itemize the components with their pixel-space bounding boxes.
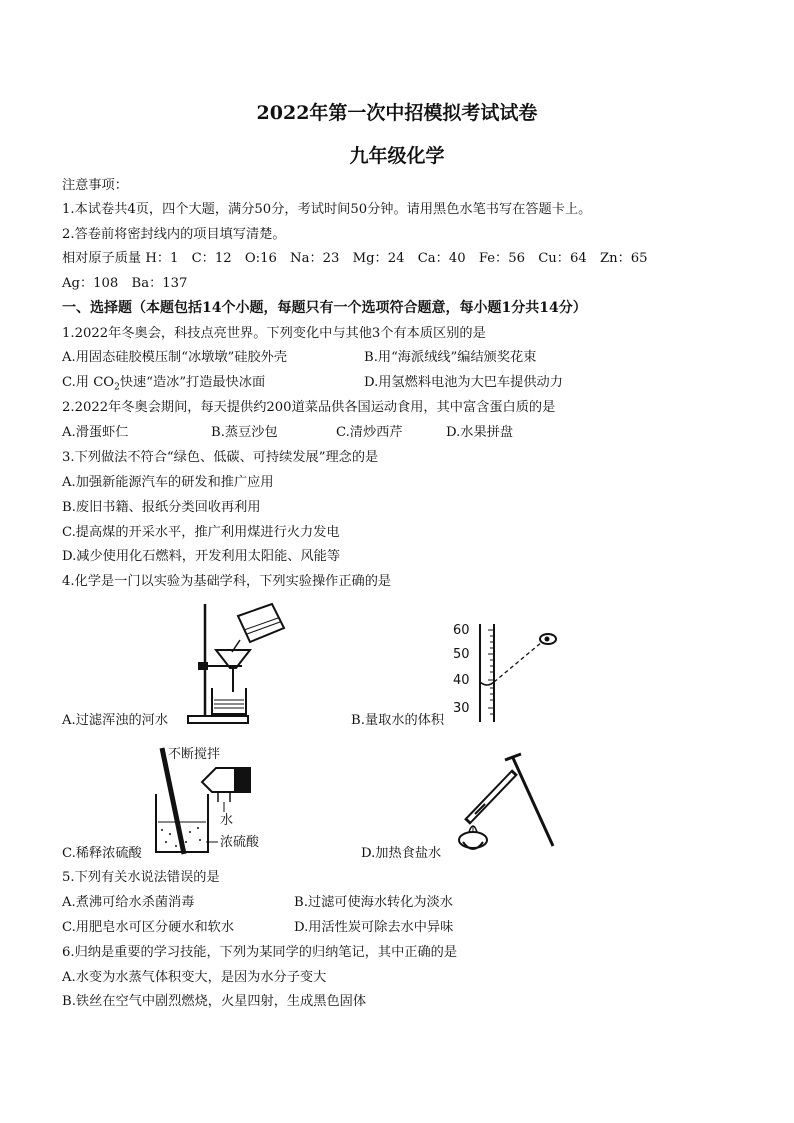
q5-option-b: B.过滤可使海水转化为淡水 [294, 895, 453, 910]
q6-option-b: B.铁丝在空气中剧烈燃烧，火星四射，生成黑色固体 [62, 994, 367, 1009]
filtration-figure [180, 600, 290, 728]
q3-option-b: B.废旧书籍、报纸分类回收再利用 [62, 500, 261, 515]
notice-item-1: 1.本试卷共4页，四个大题，满分50分，考试时间50分钟。请用黑色水笔书写在答题卡上。 [62, 202, 592, 217]
section-1-heading: 一、选择题（本题包括14个小题，每题只有一个选项符合题意，每小题1分共14分） [62, 300, 587, 316]
q6-option-a: A.水变为水蒸气体积变大，是因为水分子变大 [62, 970, 327, 985]
q2-option-b: B.蒸豆沙包 [211, 425, 278, 440]
label-acid: 浓硫酸 [220, 835, 260, 850]
q2-stem: 2.2022年冬奥会期间，每天提供约200道菜品供各国运动食用，其中富含蛋白质的是 [62, 400, 556, 415]
q4-option-d: D.加热食盐水 [361, 846, 442, 861]
q5-stem: 5.下列有关水说法错误的是 [62, 870, 220, 885]
q5-option-a: A.煮沸可给水杀菌消毒 [62, 895, 195, 910]
tick-60: 60 [453, 623, 470, 638]
q1-option-b: B.用“海派绒线”编结颁奖花束 [364, 350, 537, 365]
heating-figure [455, 752, 559, 862]
q1-stem: 1.2022年冬奥会，科技点亮世界。下列变化中与其他3个有本质区别的是 [62, 326, 486, 341]
notice-item-2: 2.答卷前将密封线内的项目填写清楚。 [62, 227, 286, 242]
atomic-mass-line-1: 相对原子质量 H：1 C：12 O:16 Na：23 Mg：24 Ca：40 Fe：56 Cu：64 Zn：65 [62, 251, 648, 266]
q3-option-d: D.减少使用化石燃料，开发利用太阳能、风能等 [62, 549, 341, 564]
tick-30: 30 [453, 701, 470, 716]
q1-option-d: D.用氢燃料电池为大巴车提供动力 [364, 375, 563, 390]
q5-option-c: C.用肥皂水可区分硬水和软水 [62, 920, 235, 935]
q6-stem: 6.归纳是重要的学习技能，下列为某同学的归纳笔记，其中正确的是 [62, 945, 458, 960]
dilution-figure [150, 742, 290, 858]
q3-option-a: A.加强新能源汽车的研发和推广应用 [62, 475, 274, 490]
tick-50: 50 [453, 647, 470, 662]
notice-heading: 注意事项： [62, 178, 128, 193]
q4-option-a: A.过滤浑浊的河水 [62, 713, 169, 728]
q2-option-d: D.水果拼盘 [446, 425, 514, 440]
q4-option-b: B.量取水的体积 [351, 713, 445, 728]
exam-subtitle: 九年级化学 [349, 145, 445, 167]
q3-option-c: C.提高煤的开采水平，推广利用煤进行火力发电 [62, 525, 340, 540]
q2-option-a: A.滑蛋虾仁 [62, 425, 129, 440]
q2-option-c: C.清炒西芹 [336, 425, 403, 440]
q5-option-d: D.用活性炭可除去水中异味 [294, 920, 454, 935]
q4-stem: 4.化学是一门以实验为基础学科，下列实验操作正确的是 [62, 574, 392, 589]
atomic-mass-line-2: Ag：108 Ba：137 [62, 276, 188, 291]
cylinder-figure [450, 622, 562, 724]
label-water: 水 [220, 813, 234, 828]
label-stir: 不断搅拌 [168, 747, 221, 762]
q1-option-a: A.用固态硅胶模压制“冰墩墩”硅胶外壳 [62, 350, 288, 365]
exam-title: 2022年第一次中招模拟考试试卷 [256, 102, 538, 124]
tick-40: 40 [453, 673, 470, 688]
q4-option-c: C.稀释浓硫酸 [62, 846, 142, 861]
q1-option-c: C.用 $CO_2$快速“造冰”打造最快冰面 [62, 375, 266, 393]
q3-stem: 3.下列做法不符合“绿色、低碳、可持续发展”理念的是 [62, 450, 379, 465]
